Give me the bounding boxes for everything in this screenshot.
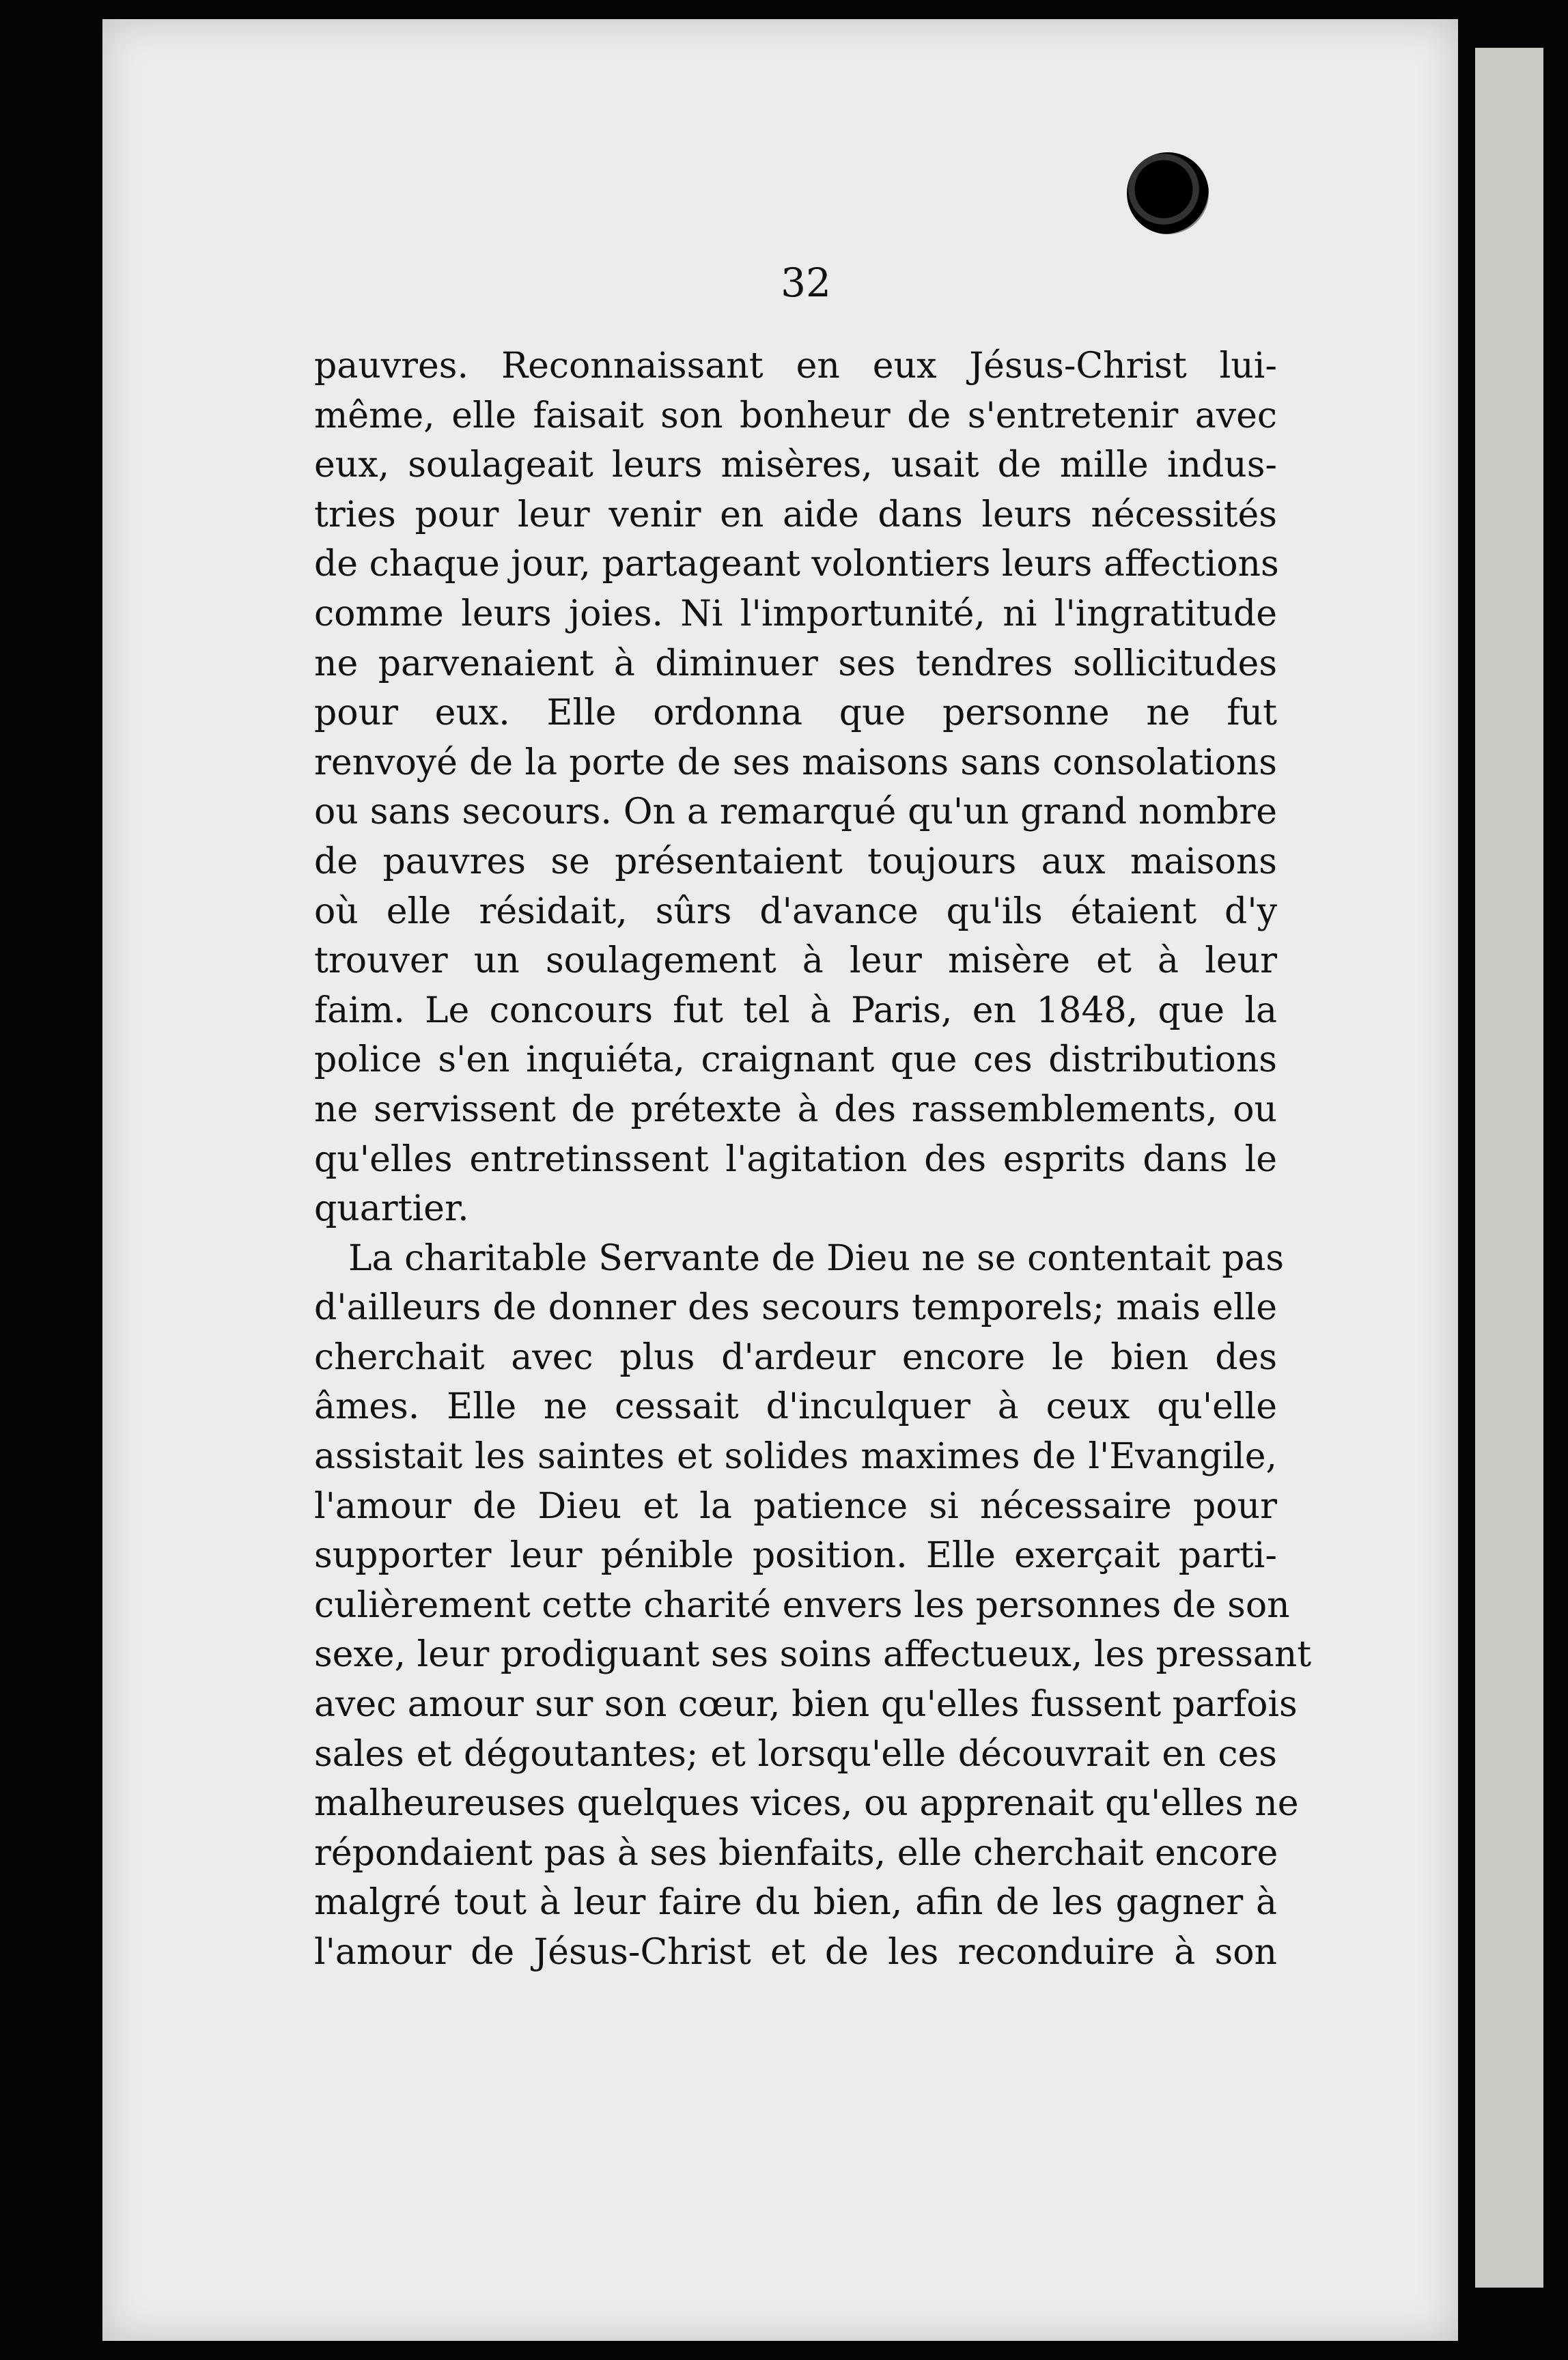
text-line: cherchait avec plus d'ardeur encore le bien des [314, 1336, 1277, 1378]
text-line: eux, soulageait leurs misères, usait de mille indus- [314, 445, 1277, 486]
text-line: pauvres. Reconnaissant en eux Jésus-Christ lui- [314, 346, 1277, 387]
text-line: quartier. [314, 1188, 469, 1230]
text-line: l'amour de Dieu et la patience si nécessaire pour [314, 1485, 1277, 1527]
text-line: trouver un soulagement à leur misère et à leur [314, 940, 1277, 982]
page-number: 32 [781, 259, 831, 306]
text-line: malheureuses quelques vices, ou apprenait qu'elles ne [314, 1783, 1299, 1825]
text-line: répondaient pas à ses bienfaits, elle cherchait encore [314, 1832, 1278, 1874]
adjacent-page-edge [1475, 48, 1543, 2288]
text-line: où elle résidait, sûrs d'avance qu'ils étaient d'y [314, 890, 1277, 932]
text-line: sales et dégoutantes; et lorsqu'elle découvrait en ces [314, 1733, 1277, 1775]
text-line: ne parvenaient à diminuer ses tendres sollicitudes [314, 643, 1277, 684]
text-line: ou sans secours. On a remarqué qu'un grand nombre [314, 791, 1277, 833]
text-line: ne servissent de prétexte à des rassemblements, ou [314, 1088, 1277, 1130]
text-line: renvoyé de la porte de ses maisons sans consolations [314, 742, 1277, 783]
text-line: l'amour de Jésus-Christ et de les reconduire à son [314, 1932, 1277, 1973]
text-line: assistait les saintes et solides maximes de l'Evangile, [314, 1436, 1277, 1478]
text-line: qu'elles entretinssent l'agitation des esprits dans le [314, 1138, 1277, 1180]
text-line: sexe, leur prodiguant ses soins affectueux, les pressant [314, 1634, 1312, 1676]
text-line: tries pour leur venir en aide dans leurs nécessités [314, 494, 1277, 535]
text-line: d'ailleurs de donner des secours temporels; mais elle [314, 1287, 1277, 1329]
text-line: même, elle faisait son bonheur de s'entretenir avec [314, 395, 1277, 436]
text-line: culièrement cette charité envers les personnes de son [314, 1584, 1290, 1626]
text-line: âmes. Elle ne cessait d'inculquer à ceux qu'elle [314, 1386, 1277, 1428]
text-line: faim. Le concours fut tel à Paris, en 1848, que la [314, 989, 1277, 1031]
text-line: supporter leur pénible position. Elle exerçait parti- [314, 1535, 1277, 1577]
text-line: police s'en inquiéta, craignant que ces distributions [314, 1039, 1277, 1081]
text-line: malgré tout à leur faire du bien, afin de les gagner à [314, 1882, 1277, 1924]
body-text [314, 341, 1312, 1978]
text-line: avec amour sur son cœur, bien qu'elles fussent parfois [314, 1684, 1298, 1726]
text-line: pour eux. Elle ordonna que personne ne fut [314, 692, 1277, 734]
text-line: comme leurs joies. Ni l'importunité, ni l'ingratitude [314, 593, 1277, 634]
text-line: de chaque jour, partageant volontiers leurs affections [314, 544, 1279, 585]
text-line: de pauvres se présentaient toujours aux maisons [314, 841, 1277, 882]
text-line: La charitable Servante de Dieu ne se contentait pas [348, 1237, 1285, 1279]
punch-hole-mark [1127, 152, 1209, 234]
